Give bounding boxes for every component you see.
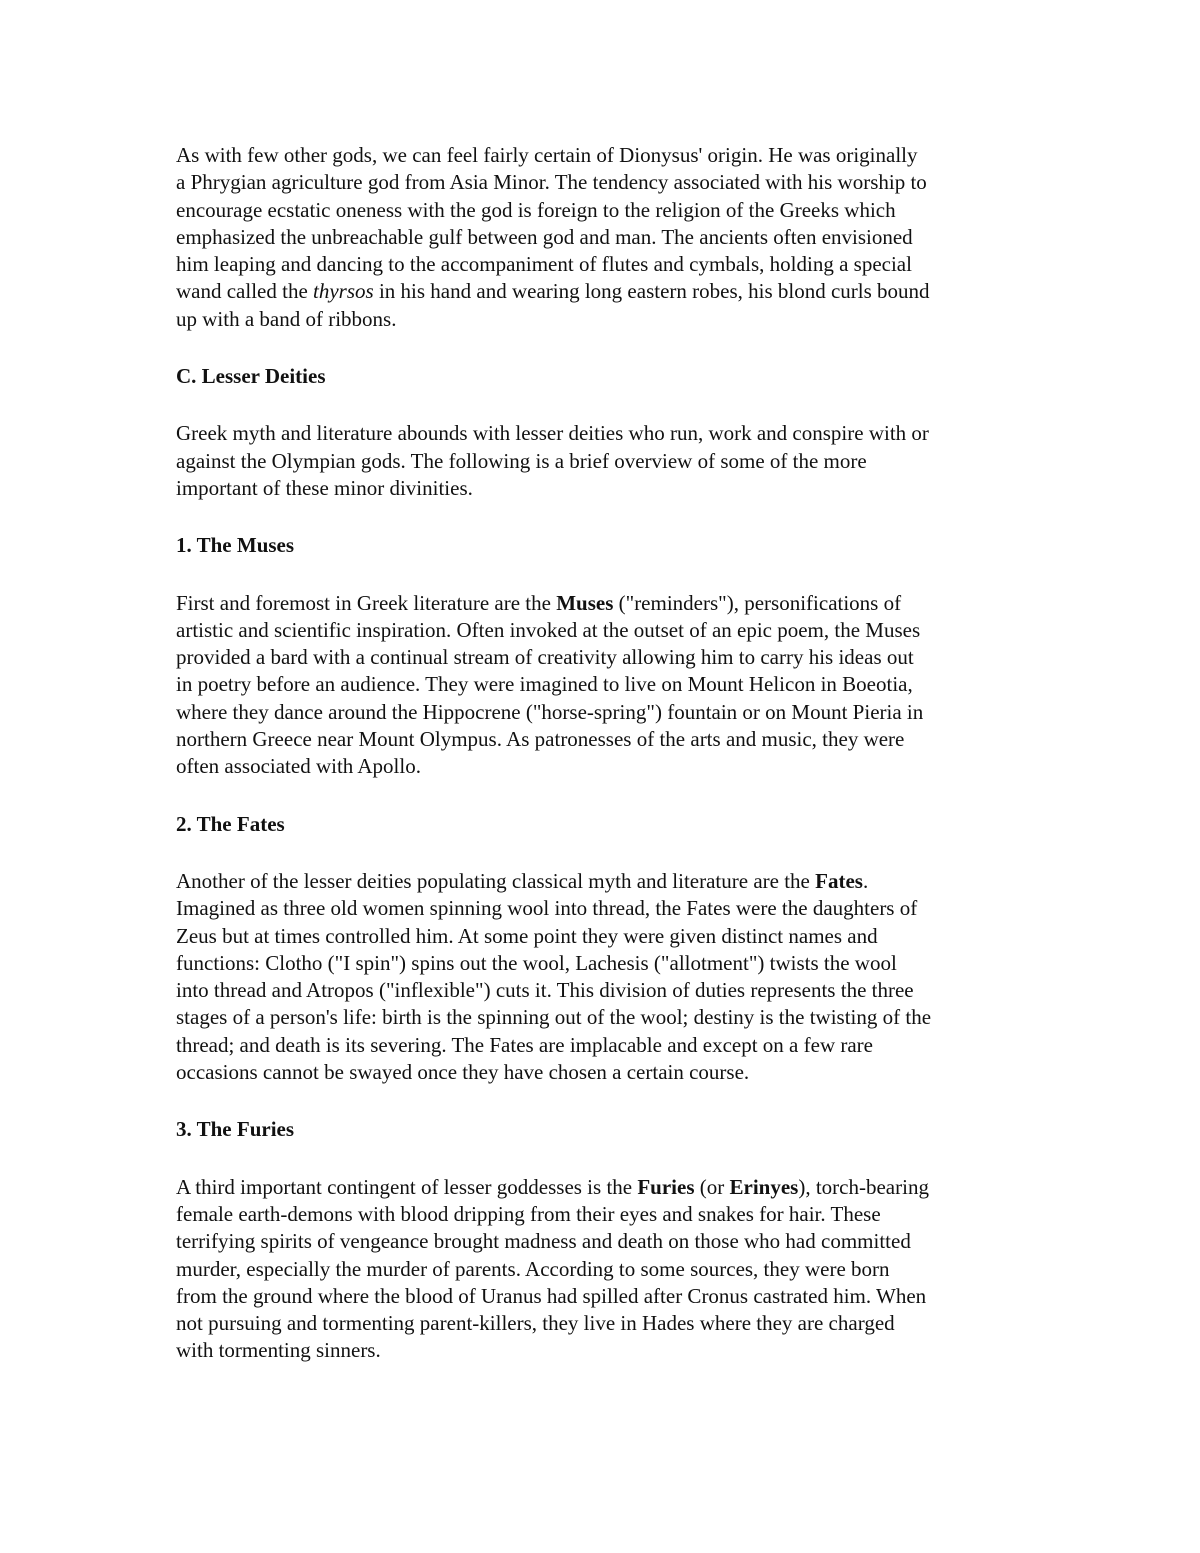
fates-paragraph (176, 868, 1036, 1086)
section-heading-fates: 2. The Fates (176, 811, 285, 836)
section-heading-furies: 3. The Furies (176, 1117, 295, 1142)
text-line: up with a band of ribbons. (176, 306, 397, 331)
text-span: Another of the lesser deities populating classical myth and literature are the (176, 868, 816, 893)
text-line: in poetry before an audience. They were imagined to live on Mount Helicon in Boeotia, (176, 672, 913, 697)
text-span: First and foremost in Greek literature are the (176, 590, 557, 615)
text-line: often associated with Apollo. (176, 754, 421, 779)
text-line (176, 868, 1036, 895)
text-line: artistic and scientific inspiration. Often invoked at the outset of an epic poem, the Muses (176, 617, 921, 642)
text-line: stages of a person's life: birth is the spinning out of the wool; destiny is the twisting of the (176, 1005, 932, 1030)
text-line: female earth-demons with blood dripping from their eyes and snakes for hair. These (176, 1201, 881, 1226)
text-line: northern Greece near Mount Olympus. As patronesses of the arts and music, they were (176, 727, 905, 752)
text-line: Zeus but at times controlled him. At some point they were given distinct names and (176, 923, 878, 948)
text-line: terrifying spirits of vengeance brought madness and death on those who had committed (176, 1229, 911, 1254)
text-span: in his hand and wearing long eastern robes, his blond curls bound (373, 279, 930, 304)
text-line: Imagined as three old women spinning wool into thread, the Fates were the daughters of (176, 896, 918, 921)
fates-term: Fates (815, 868, 863, 893)
erinyes-term: Erinyes (729, 1174, 799, 1199)
text-line: functions: Clotho ("I spin") spins out the wool, Lachesis ("allotment") twists the wool (176, 950, 897, 975)
text-line: important of these minor divinities. (176, 475, 473, 500)
text-span: wand called the (176, 279, 314, 304)
section-heading-muses: 1. The Muses (176, 533, 295, 558)
text-line: occasions cannot be swayed once they have chosen a certain course. (176, 1060, 750, 1085)
text-line: provided a bard with a continual stream of creativity allowing him to carry his ideas out (176, 645, 914, 670)
text-line: from the ground where the blood of Uranus had spilled after Cronus castrated him. When (176, 1283, 927, 1308)
text-line: Greek myth and literature abounds with lesser deities who run, work and conspire with or (176, 421, 929, 446)
furies-term: Furies (637, 1174, 695, 1199)
text-span: A third important contingent of lesser goddesses is the (176, 1174, 638, 1199)
furies-paragraph (176, 1174, 1036, 1365)
text-line: a Phrygian agriculture god from Asia Minor. The tendency associated with his worship to (176, 170, 927, 195)
text-span: ("reminders"), personifications of (613, 590, 902, 615)
text-line: into thread and Atropos ("inflexible") cuts it. This division of duties represents the three (176, 978, 914, 1003)
text-line: thread; and death is its severing. The Fates are implacable and except on a few rare (176, 1032, 873, 1057)
section-heading-lesser-deities: C. Lesser Deities (176, 364, 326, 389)
document-page (176, 142, 1036, 1395)
text-line: murder, especially the murder of parents. According to some sources, they were born (176, 1256, 890, 1281)
text-span: (or (694, 1174, 730, 1199)
muses-paragraph (176, 590, 1036, 781)
text-line: encourage ecstatic oneness with the god is foreign to the religion of the Greeks which (176, 197, 896, 222)
text-line: against the Olympian gods. The following is a brief overview of some of the more (176, 448, 867, 473)
text-line: As with few other gods, we can feel fairly certain of Dionysus' origin. He was originally (176, 143, 918, 167)
text-line: emphasized the unbreachable gulf between god and man. The ancients often envisioned (176, 224, 913, 249)
text-line: not pursuing and tormenting parent-killers, they live in Hades where they are charged (176, 1311, 895, 1336)
text-span: ), torch-bearing (798, 1174, 929, 1199)
thyrsos-term: thyrsos (313, 279, 374, 304)
text-line: with tormenting sinners. (176, 1338, 381, 1363)
intro-paragraph (176, 142, 1036, 333)
muses-term: Muses (556, 590, 614, 615)
text-line: where they dance around the Hippocrene ("horse-spring") fountain or on Mount Pieria in (176, 699, 924, 724)
text-line: him leaping and dancing to the accompaniment of flutes and cymbals, holding a special (176, 252, 912, 277)
text-line (176, 1174, 1036, 1201)
text-line (176, 590, 1036, 617)
text-span: . (862, 868, 869, 893)
lesser-deities-paragraph (176, 420, 1036, 502)
text-line (176, 278, 1036, 305)
